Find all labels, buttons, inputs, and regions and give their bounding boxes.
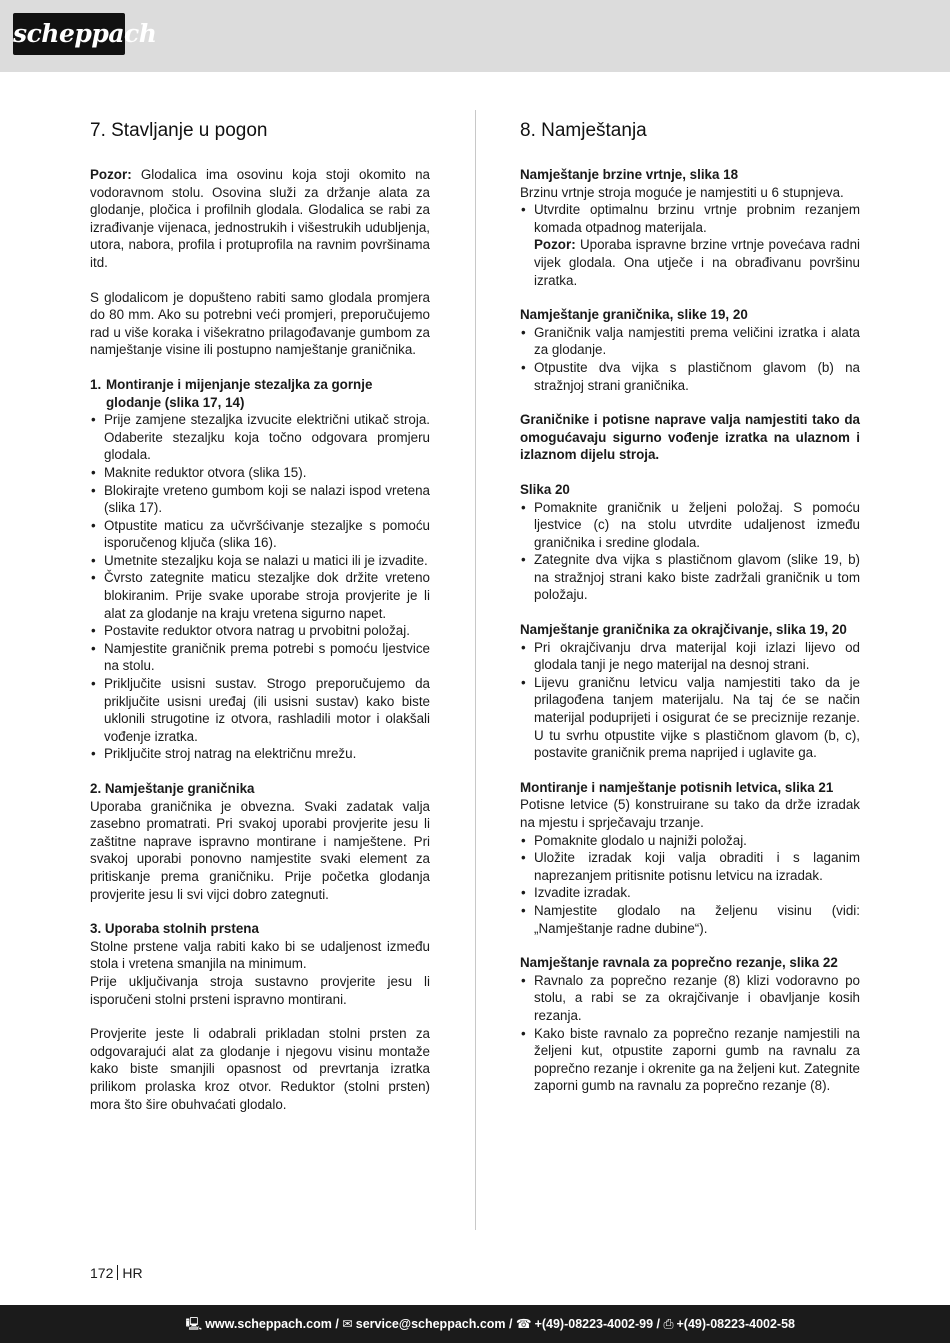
list-item: • Zategnite dva vijka s plastičnom glavom (slike 19, b) na stražnjoj strani kako biste zadržali graničnik u tom položaju.: [520, 551, 860, 604]
mitre-gauge-list: [520, 972, 860, 1095]
list-item: • Lijevu graničnu letvicu valja namjestiti tako da je prilagođena tanjem materijalu. Na taj će se način materijal poduprijeti i osigurat će se precizniје rezanje. U tu svrhu otpustite vijke s plastičnom glavom (b, c), postavite graničnik prema naprijed i uglavite ga.: [520, 674, 860, 762]
scheppach-logo: scheppach: [13, 13, 125, 55]
table-rings-paragraph-1: Stolne prstene valja rabiti kako bi se udaljenost između stola i vretena smanjila na minimum.: [90, 938, 430, 972]
subsection-number: 1.: [90, 376, 102, 392]
warning-label: Pozor:: [534, 237, 576, 253]
website-link[interactable]: www.scheppach.com /: [205, 1317, 339, 1331]
contact-footer: [0, 1305, 950, 1343]
list-item: • Otpustite maticu za učvršćivanje stezaljke s pomoću isporučenog ključa (slika 16).: [90, 517, 430, 552]
list-item: • Graničnik valja namjestiti prema veličini izratka i alata za glodanje.: [520, 324, 860, 359]
list-item: • Namjestite glodalo na željenu visinu (vidi: „Namještanje radne dubine“).: [520, 902, 860, 937]
figure20-list: [520, 499, 860, 605]
computer-icon: 🖳: [185, 1317, 203, 1331]
fence-warning-paragraph: Graničnike i potisne naprave valja namjestiti tako da omogućavaju sigurno vođenje izratka na ulaznom i izlaznom dijelu stroja.: [520, 412, 860, 463]
section-title-8: 8. Namještanja: [520, 120, 647, 141]
subsection-heading-1: [90, 376, 430, 411]
list-item: • Priključite stroj natrag na električnu mrežu.: [90, 745, 430, 763]
section-title-7: 7. Stavljanje u pogon: [90, 120, 268, 141]
subsection-heading-2: 2. Namještanje graničnika: [90, 781, 255, 796]
list-item: • Prije zamjene stezaljka izvucite električni utikač stroja. Odaberite stezaljku koja točno odgovara promjeru glodala.: [90, 411, 430, 464]
diameter-paragraph: S glodalicom je dopušteno rabiti samo glodala promjera do 80 mm. Ako su potrebni veći promjeri, preporučujemo rad u više koraka i višekratno prilagođavanje gumbom za namještanje visine ili postupno namještanje graničnika.: [90, 289, 430, 358]
mitre-gauge-heading: Namještanje ravnala za poprečno rezanje, slika 22: [520, 955, 838, 971]
list-item: • Ravnalo za poprečno rezanje (8) klizi vodoravno po stolu, a rabi se za okrajčivanje i obavljanje kosih rezanja.: [520, 972, 860, 1025]
intro-text: Glodalica ima osovinu koja stoji okomito na vodoravnom stolu. Osovina služi za držanje alata za glodanje, pločica i profilnih glodala. Glodalica se rabi za izrađivanje vijenaca, jednostrukih i višestrukih udubljenja, utora, nabora, profila i protuprofila na ravnim površinama itd.: [90, 167, 430, 270]
edging-fence-list: [520, 639, 860, 762]
list-item: • Postavite reduktor otvora natrag u prvobitni položaj.: [90, 622, 430, 640]
list-item: • Maknite reduktor otvora (slika 15).: [90, 464, 430, 482]
list-item: • Utvrdite optimalnu brzinu vrtnje probnim rezanjem komada otpadnog materijala. Pozor: Uporaba ispravne brzine vrtnje povećava radni vijek glodala. Ona utječe i na obrađivanu površinu izratka.: [520, 201, 860, 289]
subsection-heading-3: 3. Uporaba stolnih prstena: [90, 921, 259, 937]
email-link[interactable]: service@scheppach.com /: [355, 1317, 513, 1331]
list-item: • Pri okrajčivanju drva materijal koji izlazi lijevo od glodala tanji je nego materijal na desnoj strani.: [520, 639, 860, 674]
list-item: • Namjestite graničnik prema potrebi s pomoću ljestvice na stolu.: [90, 640, 430, 675]
list-item: • Pomaknite graničnik u željeni položaj. S pomoću ljestvice (c) na stolu utvrdite udaljenost između graničnika i sredine glodala.: [520, 499, 860, 552]
warning-label: Pozor:: [90, 167, 132, 182]
fax-icon: ⎙: [663, 1317, 674, 1331]
right-column: [520, 116, 860, 1095]
phone-icon: ☎: [515, 1317, 532, 1331]
edging-fence-heading: Namještanje graničnika za okrajčivanje, slika 19, 20: [520, 622, 847, 638]
list-item: • Pomaknite glodalo u najniži položaj.: [520, 832, 860, 850]
fence-paragraph: Uporaba graničnika je obvezna. Svaki zadatak valja zasebno promatrati. Pri svakoj uporabi provjerite jesu li zaštitne naprave ispravno montirane i namještene. Pri svakoj uporabi ponovno namjestite svaki element za pritiskanje prema graničniku. Prije početka glodanja provjerite jesu li svi vijci dobro zategnuti.: [90, 798, 430, 902]
pressure-strips-list: [520, 832, 860, 938]
page-number: 172: [90, 1265, 114, 1281]
list-item: • Umetnite stezaljku koja se nalazi u matici ili je izvadite.: [90, 552, 430, 570]
collet-steps-list: [90, 411, 430, 763]
figure20-heading: Slika 20: [520, 481, 570, 497]
page-separator: [117, 1265, 118, 1280]
list-item: • Uložite izradak koji valja obraditi i s laganim naprezanjem pritisnite potisnu letvicu na izradak.: [520, 849, 860, 884]
language-code: HR: [122, 1265, 143, 1281]
page-number-area: [90, 1265, 143, 1281]
fence-heading: Namještanje graničnika, slike 19, 20: [520, 307, 748, 323]
pressure-strips-paragraph: Potisne letvice (5) konstruirane su tako da drže izradak na mjestu i sprječavaju trzanje.: [520, 797, 860, 830]
subsection-title: Montiranje i mijenjanje stezaljka za gornje glodanje (slika 17, 14): [106, 376, 373, 410]
intro-paragraph: [90, 166, 430, 272]
mail-icon: ✉: [342, 1317, 353, 1331]
speed-heading: Namještanje brzine vrtnje, slika 18: [520, 167, 739, 182]
header-bar: [0, 0, 950, 72]
pressure-strips-heading: Montiranje i namještanje potisnih letvica, slika 21: [520, 779, 834, 795]
table-rings-paragraph-2: Prije uključivanja stroja sustavno provjerite jesu li isporučeni stolni prsteni ispravno montirani.: [90, 973, 430, 1007]
fax-number: +(49)-08223-4002-58: [676, 1317, 795, 1331]
table-rings-paragraph-3: Provjerite jeste li odabrali prikladan stolni prsten za odgovarajući alat za glodanje i njegovu visinu montaže kako biste smanjili opasnost od prevrtanja izratka prilikom prolaska kroz otvor. Reduktor (stolni prsten) mora što šire obuhvaćati glodalo.: [90, 1026, 430, 1112]
left-column: [90, 116, 430, 1113]
phone-number: +(49)-08223-4002-99 /: [534, 1317, 660, 1331]
speed-paragraph: Brzinu vrtnje stroja moguće je namjestiti u 6 stupnjeva.: [520, 184, 844, 200]
list-item: • Kako biste ravnalo za poprečno rezanje namjestili na željeni kut, otpustite zaporni gumb na ravnalu za poprečno rezanje i okrenite ga na željeni kut. Zategnite zaporni gumb na ravnalu za poprečno rezanje (8).: [520, 1025, 860, 1095]
column-divider: [475, 110, 476, 1230]
list-item: • Blokirajte vreteno gumbom koji se nalazi ispod vretena (slika 17).: [90, 482, 430, 517]
fence-list: [520, 324, 860, 394]
list-item: • Izvadite izradak.: [520, 884, 860, 902]
list-item: • Čvrsto zategnite maticu stezaljke dok držite vreteno blokiranim. Prije svake uporabe stroja provjerite je li alat za glodanje na kraju vretena sigurno napet.: [90, 569, 430, 622]
speed-list: [520, 201, 860, 289]
list-item: • Priključite usisni sustav. Strogo preporučujemo da priključite usisni uređaj (ili usisni sustav) kako biste uklonili strugotine iz otvora, rashladili motor i olakšali vođenje izratka.: [90, 675, 430, 745]
list-item: • Otpustite dva vijka s plastičnom glavom (b) na stražnjoj strani graničnika.: [520, 359, 860, 394]
